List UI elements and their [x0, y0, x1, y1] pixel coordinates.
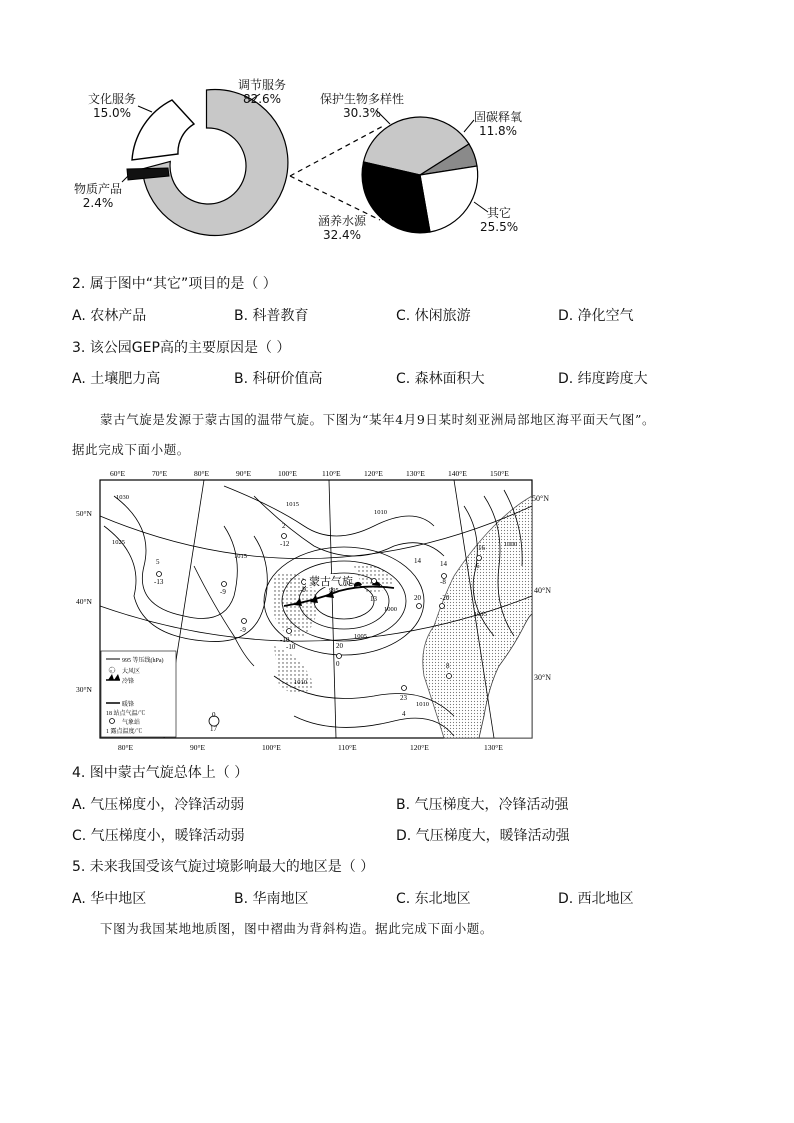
q4-option-b[interactable]: B. 气压梯度大，冷锋活动强 [396, 797, 569, 813]
lon-label-top: 140°E [448, 469, 467, 478]
station-value: 17 [210, 725, 217, 733]
station-value: 13 [370, 595, 377, 603]
legend-item-windy: 大风区 [122, 669, 141, 675]
legend-item-isobar: 995 等压线(hPa) [122, 658, 164, 664]
label-biodiversity: 保护生物多样性 30.3% [320, 92, 405, 120]
station-value: -8 [440, 578, 446, 586]
lon-label-bottom: 100°E [262, 743, 281, 752]
isobar-label: 1015 [286, 501, 299, 508]
lat-label-left: 40°N [76, 597, 92, 606]
station-value: 4 [402, 710, 406, 718]
lat-label-right-30: 30°N [534, 673, 551, 682]
isobar-label: 1000 [384, 606, 397, 613]
station-value: 16 [478, 544, 485, 552]
label-water: 涵养水源 32.4% [318, 214, 367, 242]
intro-paragraph-line-1: 蒙古气旋是发源于蒙古国的温带气旋。下图为“某年4月9日某时刻亚洲局部地区海平面天气图”。 [100, 412, 656, 427]
isobar-label: 1010 [416, 701, 429, 708]
q3-option-c[interactable]: C. 森林面积大 [396, 371, 485, 387]
lon-label-bottom: 110°E [338, 743, 357, 752]
lat-label-left: 50°N [76, 509, 92, 518]
station-value: -9 [220, 588, 226, 596]
bottom-longitude-labels [118, 743, 503, 752]
label-material-products: 物质产品 2.4% [74, 182, 123, 210]
station-value: 0 [212, 711, 216, 719]
legend-item-dewpoint: 1 露点温度/℃ [106, 729, 143, 735]
q2-option-d[interactable]: D. 净化空气 [558, 308, 634, 324]
question-3-stem: 3. 该公园GEP高的主要原因是（ ） [72, 340, 291, 356]
station-value: 0 [336, 660, 340, 668]
station-value: -13 [154, 578, 164, 586]
lat-label-left: 30°N [76, 685, 92, 694]
isobar-label: 1015 [234, 553, 247, 560]
q2-option-b[interactable]: B. 科普教育 [234, 308, 309, 324]
lon-label-bottom: 130°E [484, 743, 503, 752]
lon-label-top: 120°E [364, 469, 383, 478]
intro-paragraph-line-2: 据此完成下面小题。 [72, 442, 190, 457]
station-value: -10 [286, 643, 296, 651]
station-value: 14 [440, 560, 447, 568]
legend-item-cold-front: 冷锋 [122, 679, 135, 685]
lon-label-bottom: 80°E [118, 743, 134, 752]
isobar-label: 1010 [294, 679, 307, 686]
legend-item-station: 气象站 [122, 720, 141, 726]
station-value: 6 [476, 562, 480, 570]
question-2-stem: 2. 属于图中“其它”项目的是（ ） [72, 276, 277, 292]
q4-option-c[interactable]: C. 气压梯度小，暖锋活动弱 [72, 828, 245, 844]
label-other: 其它 25.5% [480, 206, 519, 234]
leader-material [122, 176, 128, 182]
pie-chart [362, 117, 478, 233]
isobar-label: 1010 [374, 509, 387, 516]
legend-item-warm-front: 暖锋 [122, 702, 135, 708]
lon-label-top: 150°E [490, 469, 509, 478]
station-value: 20 [414, 594, 421, 602]
cyclone-label: 蒙古气旋 [309, 576, 353, 588]
leader-carbon [464, 120, 474, 132]
q3-option-d[interactable]: D. 纬度跨度大 [558, 371, 648, 387]
leader-cultural [138, 106, 152, 112]
station-value: 20 [336, 642, 343, 650]
q5-option-c[interactable]: C. 东北地区 [396, 891, 471, 907]
q5-option-a[interactable]: A. 华中地区 [72, 891, 147, 907]
station-value: 5 [156, 558, 160, 566]
station-value: 23 [400, 694, 407, 702]
label-cultural-services: 文化服务 15.0% [88, 92, 137, 120]
weather-map-svg [74, 466, 544, 756]
legend-item-temperature: 18 站点气温/℃ [106, 711, 146, 717]
lon-label-top: 110°E [322, 469, 341, 478]
q3-option-a[interactable]: A. 土壤肥力高 [72, 371, 161, 387]
label-carbon: 固碳释氧 11.8% [474, 110, 523, 138]
lon-label-top: 90°E [236, 469, 252, 478]
intro-paragraph-geology: 下图为我国某地地质图，图中褶曲为背斜构造。据此完成下面小题。 [100, 921, 494, 936]
isobar-label: 1025 [112, 539, 125, 546]
station-value: 14 [414, 557, 421, 565]
q3-option-b[interactable]: B. 科研价值高 [234, 371, 323, 387]
lat-label-right-50: 50°N [532, 494, 549, 503]
q2-option-a[interactable]: A. 农林产品 [72, 308, 147, 324]
lon-label-top: 60°E [110, 469, 126, 478]
isobar-label: 1005 [354, 633, 367, 640]
left-latitude-labels [76, 509, 92, 694]
lon-label-top: 100°E [278, 469, 297, 478]
question-5-stem: 5. 未来我国受该气旋过境影响最大的地区是（ ） [72, 859, 375, 875]
station-value: -10 [280, 636, 290, 644]
lat-label-right-40: 40°N [534, 586, 551, 595]
isobar-label: 1015 [474, 611, 487, 618]
isobar-label: 995 [329, 587, 339, 594]
donut-slice-cultural-services [132, 100, 194, 160]
lon-label-top: 130°E [406, 469, 425, 478]
station-value: -12 [280, 540, 290, 548]
station-value: 8 [446, 662, 450, 670]
q2-option-c[interactable]: C. 休闲旅游 [396, 308, 471, 324]
q5-option-b[interactable]: B. 华南地区 [234, 891, 309, 907]
lon-label-top: 70°E [152, 469, 168, 478]
station-value: -20 [440, 594, 450, 602]
isobar-label: 1000 [504, 541, 517, 548]
question-4-stem: 4. 图中蒙古气旋总体上（ ） [72, 765, 249, 781]
label-regulating-services: 调节服务 82.6% [238, 78, 287, 106]
lon-label-bottom: 120°E [410, 743, 429, 752]
lon-label-bottom: 90°E [190, 743, 206, 752]
station-value: -9 [240, 626, 246, 634]
lon-label-top: 80°E [194, 469, 210, 478]
q4-option-a[interactable]: A. 气压梯度小，冷锋活动弱 [72, 797, 245, 813]
q4-option-d[interactable]: D. 气压梯度大，暖锋活动强 [396, 828, 570, 844]
station-value: 2 [282, 522, 286, 530]
weather-map [74, 466, 544, 756]
q5-option-d[interactable]: D. 西北地区 [558, 891, 634, 907]
top-longitude-labels [110, 469, 509, 478]
isobar-label: 1030 [116, 494, 129, 501]
station-value: -9 [300, 586, 306, 594]
